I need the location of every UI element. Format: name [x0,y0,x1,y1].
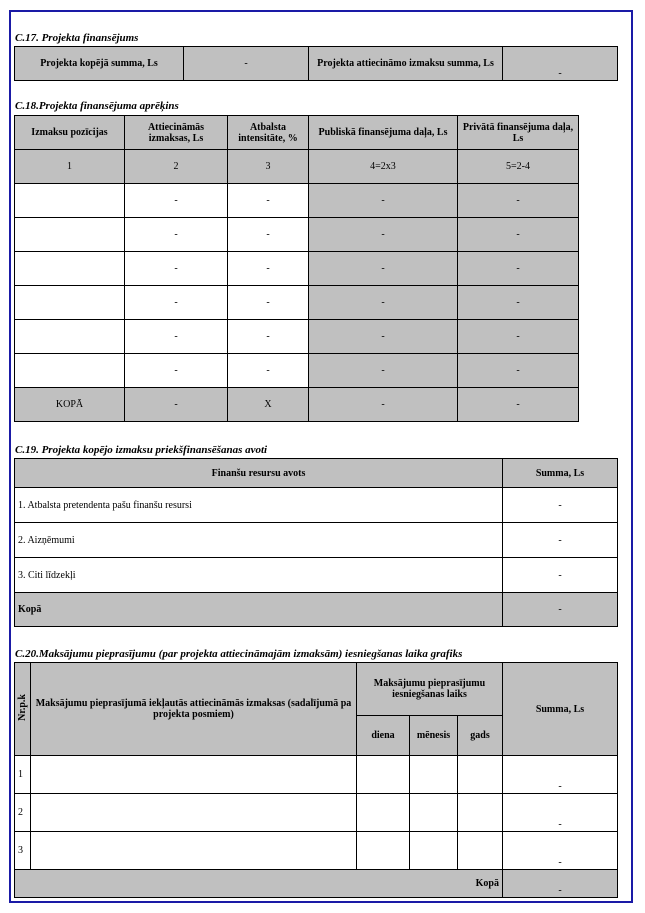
table-row [15,794,618,832]
c19-row-value[interactable]: - [503,558,618,593]
table-cell[interactable] [15,252,125,286]
table-cell[interactable]: - [125,218,228,252]
table-cell: - [309,354,458,388]
table-cell: - [309,218,458,252]
c18-header-intensity: Atbalsta intensitāte, % [228,116,309,150]
c20-header-day: diena [357,716,410,756]
table-cell[interactable]: - [228,218,309,252]
c20-header-year: gads [458,716,503,756]
c19-row-label: 3. Citi līdzekļi [15,558,503,593]
c17-total-value: - [184,47,309,81]
c17-table [14,46,618,81]
c20-total-row [15,870,618,898]
c20-header-month: mēnesis [410,716,458,756]
table-cell[interactable] [15,286,125,320]
table-cell: - [125,388,228,422]
c19-row-label: 2. Aizņēmumi [15,523,503,558]
table-row [15,218,579,252]
c19-row-value[interactable]: - [503,523,618,558]
table-row [15,558,618,593]
c18-header-eligible: Attiecināmās izmaksas, Ls [125,116,228,150]
c20-title: C.20.Maksājumu pieprasījumu (par projekta attiecināmajām izmaksām) iesniegšanas laika grafiks [15,648,463,660]
table-cell[interactable]: - [228,252,309,286]
table-cell: 2 [125,150,228,184]
c18-header-position: Izmaksu pozīcijas [15,116,125,150]
c18-header-private: Privātā finansējuma daļa, Ls [458,116,579,150]
table-row [15,184,579,218]
table-row [15,756,618,794]
c20-row-month[interactable] [410,794,458,832]
c20-row-nr: 3 [15,832,31,870]
c20-row-month[interactable] [410,832,458,870]
c20-row-day[interactable] [357,794,410,832]
c20-row-day[interactable] [357,756,410,794]
c20-row-nr: 1 [15,756,31,794]
table-cell[interactable]: - [125,184,228,218]
c19-row-value[interactable]: - [503,488,618,523]
c20-table [14,662,618,898]
c20-row-value[interactable]: - [503,794,618,832]
table-cell: 4=2x3 [309,150,458,184]
table-cell[interactable]: - [228,184,309,218]
table-cell: - [458,320,579,354]
c20-row-value[interactable]: - [503,832,618,870]
table-cell[interactable] [15,354,125,388]
c17-eligible-label: Projekta attiecināmo izmaksu summa, Ls [309,47,503,81]
c20-row-nr: 2 [15,794,31,832]
c19-total-row [15,593,618,627]
table-cell: - [309,184,458,218]
table-cell: - [458,184,579,218]
c20-row-desc[interactable] [31,832,357,870]
c19-table [14,458,618,627]
c19-total-value: - [503,593,618,627]
c20-row-month[interactable] [410,756,458,794]
c20-header-nr [15,663,31,756]
table-cell[interactable]: - [125,252,228,286]
table-row [15,354,579,388]
c19-header-sum: Summa, Ls [503,459,618,488]
c19-total-label: Kopā [15,593,503,627]
table-cell: - [309,320,458,354]
c19-title: C.19. Projekta kopējo izmaksu priekšfinansēšanas avoti [15,444,268,456]
c18-table [14,115,579,422]
c17-title: C.17. Projekta finansējums [15,32,139,44]
table-cell: - [458,286,579,320]
table-cell: - [309,252,458,286]
table-cell[interactable] [15,320,125,354]
c20-header-desc: Maksājumu pieprasījumā iekļautās attiecināmās izmaksas (sadalījumā pa projekta posmiem) [31,663,357,756]
table-cell: - [458,354,579,388]
table-cell[interactable]: - [125,354,228,388]
table-cell: 3 [228,150,309,184]
c20-row-desc[interactable] [31,794,357,832]
table-cell[interactable]: - [228,286,309,320]
c18-header-public: Publiskā finansējuma daļa, Ls [309,116,458,150]
c20-row-year[interactable] [458,794,503,832]
table-cell[interactable]: - [228,354,309,388]
table-cell: 1 [15,150,125,184]
c20-row-year[interactable] [458,832,503,870]
c20-header-nr-label: Nr.p.k [17,694,28,721]
c20-header-time: Maksājumu pieprasījumu iesniegšanas laiks [357,663,503,716]
table-cell[interactable] [15,218,125,252]
table-row [15,320,579,354]
table-row [15,523,618,558]
table-row [15,286,579,320]
table-cell: - [458,218,579,252]
table-row [15,488,618,523]
c20-row-value[interactable]: - [503,756,618,794]
c18-title: C.18.Projekta finansējuma aprēķins [15,100,179,112]
c20-total-value: - [503,870,618,898]
c19-row-label: 1. Atbalsta pretendenta pašu finanšu resursi [15,488,503,523]
table-cell: - [309,388,458,422]
c18-header-row [15,116,579,150]
c18-total-row [15,388,579,422]
table-cell[interactable]: - [125,286,228,320]
table-row [15,252,579,286]
table-cell: X [228,388,309,422]
table-cell: - [458,388,579,422]
table-row [15,832,618,870]
c20-header-sum: Summa, Ls [503,663,618,756]
table-cell: 5=2-4 [458,150,579,184]
c20-total-label: Kopā [15,870,503,898]
c19-header-source: Finanšu resursu avots [15,459,503,488]
c17-eligible-value: - [503,47,618,81]
table-cell[interactable]: - [125,320,228,354]
c18-number-row [15,150,579,184]
c20-row-day[interactable] [357,832,410,870]
table-cell: - [458,252,579,286]
c20-row-desc[interactable] [31,756,357,794]
c20-row-year[interactable] [458,756,503,794]
c18-total-label: KOPĀ [15,388,125,422]
table-cell[interactable]: - [228,320,309,354]
c17-total-label: Projekta kopējā summa, Ls [15,47,184,81]
table-cell: - [309,286,458,320]
table-cell[interactable] [15,184,125,218]
